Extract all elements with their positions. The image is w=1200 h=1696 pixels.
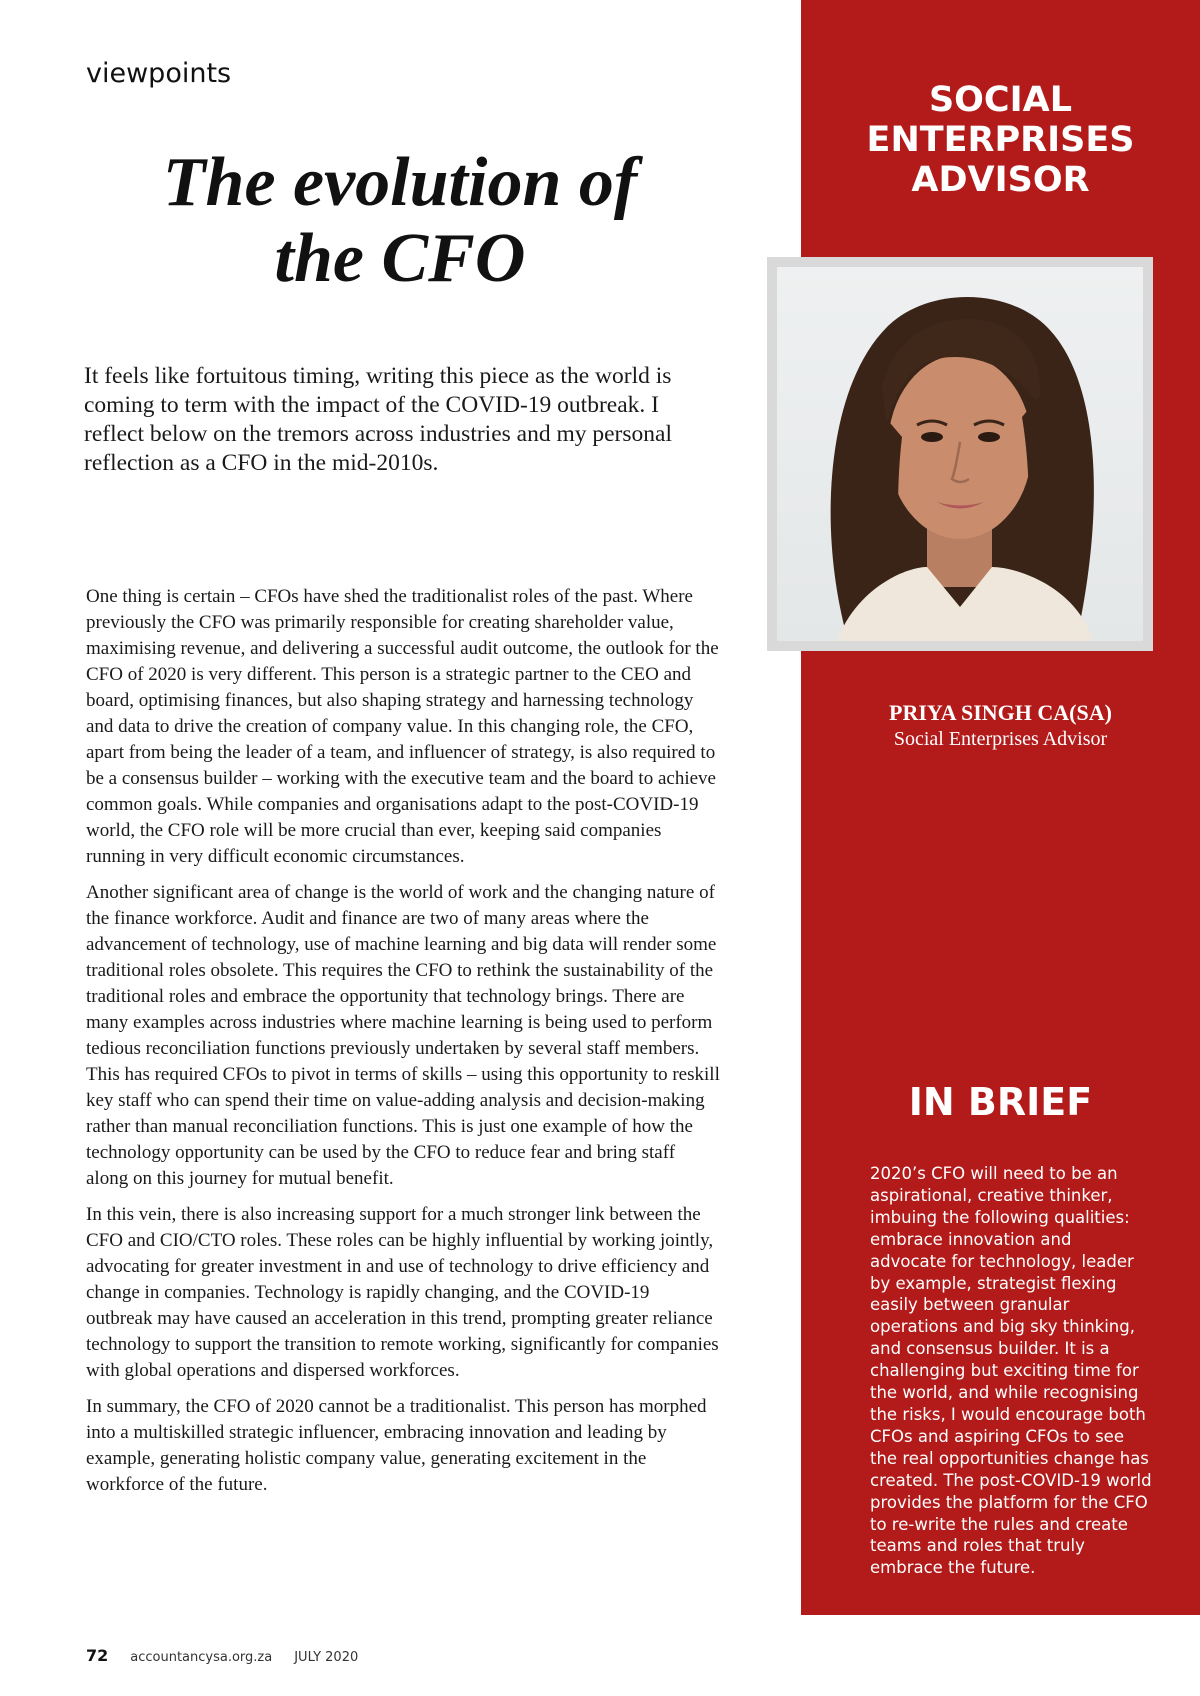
author-name: PRIYA SINGH CA(SA) [889,700,1112,725]
website-link[interactable]: accountancysa.org.za [130,1650,273,1665]
body-paragraph: In this vein, there is also increasing support for a much stronger link between the CFO and CIO/CTO roles. These roles can be highly influential by working jointly, advocating for greater investment in and use of technology to drive efficiency and change in companies. Technology is rapidly changing, and the COVID-19 outbreak may have caused an acceleration in this trend, prompting greater reliance technology to support the transition to remote working, significantly for companies with global operations and dispersed workforces. [86,1204,719,1381]
portrait-illustration [777,267,1143,641]
section-label: viewpoints [86,58,232,89]
article-body [86,584,720,1508]
page-number: 72 [86,1646,109,1665]
in-brief-heading: IN BRIEF [908,1080,1093,1124]
body-paragraph: One thing is certain – CFOs have shed the traditionalist roles of the past. Where previously the CFO was primarily responsible for creating shareholder value, maximising revenue, and delivering a successful audit outcome, the outlook for the CFO of 2020 is very different. This person is a strategic partner to the CEO and board, optimising finances, but also shaping strategy and harnessing technology and data to drive the creation of company value. In this changing role, the CFO, apart from being the leader of a team, and influencer of strategy, is also required to be a consensus builder – working with the executive team and the board to achieve common goals. While companies and organisations adapt to the post-COVID-19 world, the CFO role will be more crucial than ever, keeping said companies running in very difficult economic circumstances. [86,586,719,867]
author-photo-frame [767,257,1153,651]
author-photo [777,267,1143,641]
article-title: The evolution of the CFO [162,144,638,297]
page-footer [86,1646,358,1665]
article-intro: It feels like fortuitous timing, writing this piece as the world is coming to term with the impact of the COVID-19 outbreak. I reflect below on the tremors across industries and my personal reflection as a CFO in the mid-2010s. [84,363,672,476]
in-brief-text: 2020’s CFO will need to be an aspirational, creative thinker, imbuing the following qualities: embrace innovation and advocate for technology, leader by example, strategist flexing easily between granular operations and big sky thinking, and consensus builder. It is a challenging but exciting time for the world, and while recognising the risks, I would encourage both CFOs and aspiring CFOs to see the real opportunities change has created. The post-COVID-19 world provides the platform for the CFO to re-write the rules and create teams and roles that truly embrace the future. [870,1164,1152,1578]
body-paragraph: Another significant area of change is the world of work and the changing nature of the finance workforce. Audit and finance are two of many areas where the advancement of technology, use of machine learning and big data will render some traditional roles obsolete. This requires the CFO to rethink the sustainability of the traditional roles and embrace the opportunity that technology brings. There are many examples across industries where machine learning is being used to perform tedious reconciliation functions previously undertaken by several staff members. This has required CFOs to pivot in terms of skills – using this opportunity to reskill key staff who can spend their time on value-adding analysis and decision-making rather than manual reconciliation functions. This is just one example of how the technology opportunity can be used by the CFO to reduce fear and bring staff along on this journey for mutual benefit. [86,882,720,1189]
issue-date: JULY 2020 [294,1650,359,1665]
body-paragraph: In summary, the CFO of 2020 cannot be a traditionalist. This person has morphed into a multiskilled strategic influencer, embracing innovation and leading by example, generating holistic company value, generating excitement in the workforce of the future. [86,1396,707,1495]
sidebar-title: SOCIAL ENTERPRISES ADVISOR [866,80,1135,200]
sidebar-panel [801,0,1200,1615]
author-role: Social Enterprises Advisor [893,728,1108,750]
